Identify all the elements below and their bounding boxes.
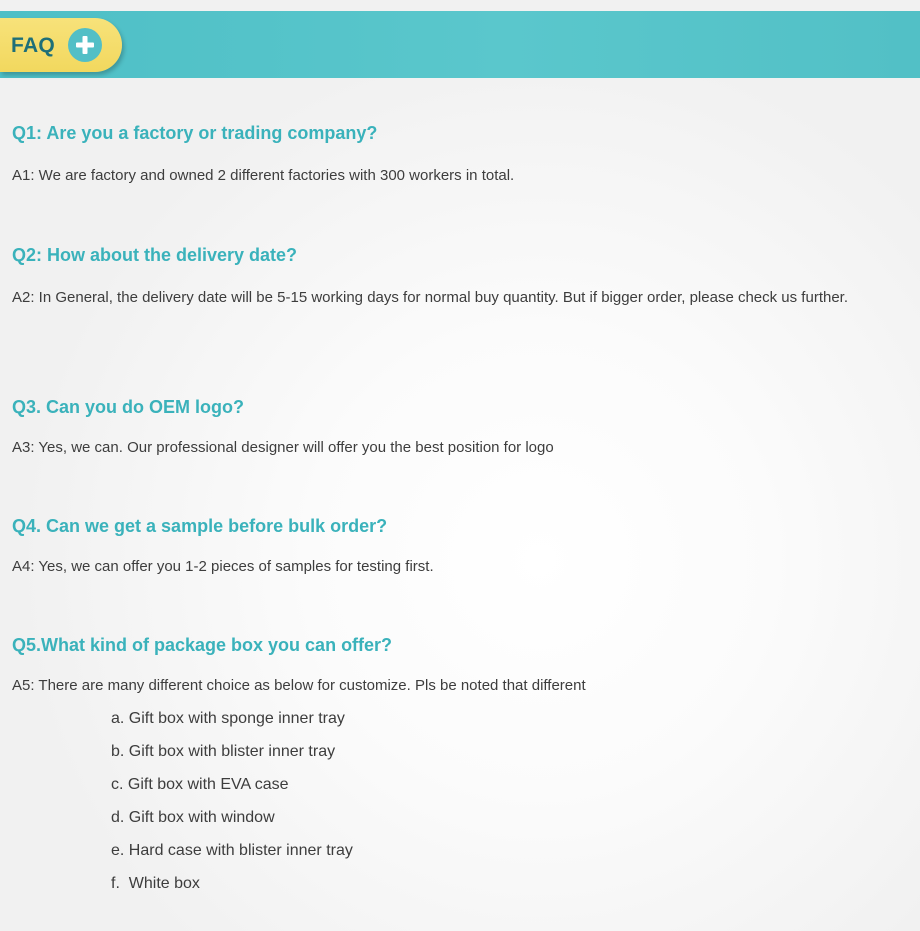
question-1: Q1: Are you a factory or trading company? <box>12 123 378 143</box>
faq-header-band <box>0 11 920 78</box>
faq-title: FAQ <box>11 34 56 57</box>
plus-circle-icon <box>68 28 102 62</box>
answer-4: A4: Yes, we can offer you 1-2 pieces of samples for testing first. <box>12 558 434 575</box>
package-option-c: c. Gift box with EVA case <box>111 776 289 793</box>
package-option-a: a. Gift box with sponge inner tray <box>111 710 345 727</box>
package-option-f: f. White box <box>111 875 200 892</box>
question-3: Q3. Can you do OEM logo? <box>12 397 244 417</box>
question-4: Q4. Can we get a sample before bulk order? <box>12 516 388 536</box>
question-2: Q2: How about the delivery date? <box>12 245 298 265</box>
answer-3: A3: Yes, we can. Our professional designer will offer you the best position for logo <box>12 439 554 456</box>
package-option-d: d. Gift box with window <box>111 809 275 826</box>
answer-5: A5: There are many different choice as below for customize. Pls be noted that different <box>12 677 586 694</box>
answer-2: A2: In General, the delivery date will be 5-15 working days for normal buy quantity. But if bigger order, please check us further. <box>12 289 849 306</box>
package-option-b: b. Gift box with blister inner tray <box>111 743 336 760</box>
answer-1: A1: We are factory and owned 2 different factories with 300 workers in total. <box>12 167 515 184</box>
question-5: Q5.What kind of package box you can offer? <box>12 635 393 655</box>
package-option-e: e. Hard case with blister inner tray <box>111 842 353 859</box>
